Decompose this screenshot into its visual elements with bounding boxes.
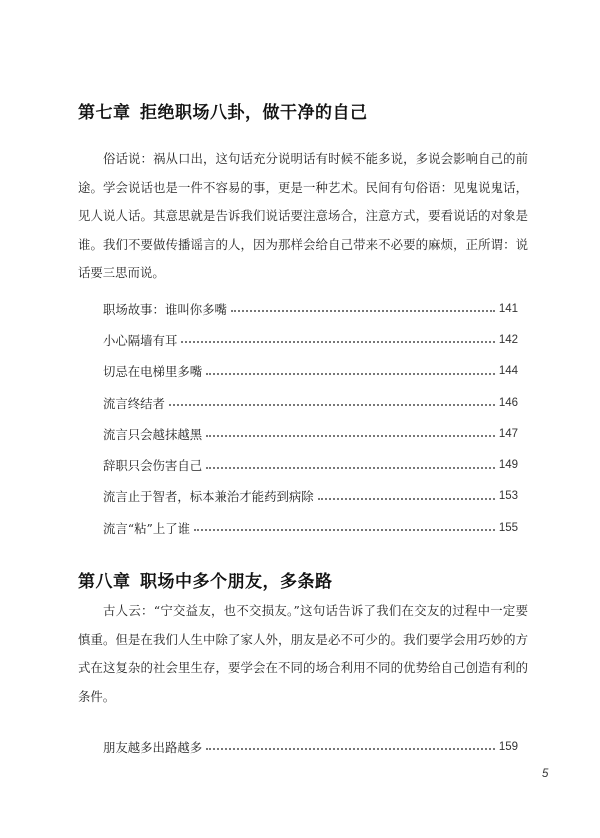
toc-entry[interactable] bbox=[103, 418, 518, 449]
toc-entry[interactable] bbox=[103, 481, 518, 512]
chapter-8-title: 职场中多个朋友，多条路 bbox=[140, 572, 333, 592]
toc-leader-dots bbox=[181, 340, 494, 343]
toc-entry[interactable] bbox=[103, 387, 518, 418]
toc-entry-title: 流言“粘”上了谁 bbox=[103, 520, 191, 536]
toc-entry-title: 辞职只会伤害自己 bbox=[103, 458, 203, 474]
toc-entry-page: 147 bbox=[498, 427, 518, 440]
toc-entry-page: 153 bbox=[498, 490, 518, 503]
toc-leader-dots bbox=[318, 497, 495, 500]
chapter-7-toc bbox=[103, 293, 518, 543]
toc-entry[interactable] bbox=[103, 731, 518, 762]
chapter-7-heading bbox=[78, 98, 368, 123]
toc-leader-dots bbox=[194, 528, 495, 531]
chapter-8-number: 第八章 bbox=[78, 572, 131, 592]
toc-entry-page: 144 bbox=[498, 365, 518, 378]
toc-entry[interactable] bbox=[103, 324, 518, 355]
toc-entry-page: 155 bbox=[498, 521, 518, 534]
toc-leader-dots bbox=[206, 372, 495, 375]
toc-leader-dots bbox=[206, 434, 495, 437]
toc-entry-title: 流言终结者 bbox=[103, 395, 165, 411]
toc-entry[interactable] bbox=[103, 449, 518, 480]
toc-entry-title: 职场故事：谁叫你多嘴 bbox=[103, 301, 227, 317]
toc-leader-dots bbox=[169, 403, 495, 406]
toc-entry-page: 159 bbox=[498, 740, 518, 753]
toc-entry[interactable] bbox=[103, 293, 518, 324]
chapter-8-toc bbox=[103, 731, 518, 762]
toc-entry-title: 切忌在电梯里多嘴 bbox=[103, 364, 203, 380]
chapter-7-intro: 俗话说：祸从口出，这句话充分说明话有时候不能多说，多说会影响自己的前途。学会说话也是一件不容易的事，更是一种艺术。民间有句俗语：见鬼说鬼话，见人说人话。其意思就是告诉我们说话要注意场合，注意方式，要看说话的对象是谁。我们不要做传播谣言的人，因为那样会给自己带来不必要的麻烦，正所谓：说话要三思而说。 bbox=[78, 151, 528, 280]
toc-leader-dots bbox=[206, 747, 495, 750]
toc-entry-title: 流言只会越抹越黑 bbox=[103, 426, 203, 442]
chapter-8-intro: 古人云：“宁交益友，也不交损友。”这句话告诉了我们在交友的过程中一定要慎重。但是在我们人生中除了家人外，朋友是必不可少的。我们要学会用巧妙的方式在这复杂的社会里生存，要学会在不同的场合利用不同的优势给自己创造有利的条件。 bbox=[78, 603, 528, 704]
chapter-7-number: 第七章 bbox=[78, 103, 131, 123]
toc-entry-title: 朋友越多出路越多 bbox=[103, 739, 203, 755]
toc-entry-page: 141 bbox=[498, 302, 518, 315]
toc-entry[interactable] bbox=[103, 356, 518, 387]
toc-entry-title: 小心隔墙有耳 bbox=[103, 332, 178, 348]
toc-entry[interactable] bbox=[103, 512, 518, 543]
toc-leader-dots bbox=[206, 466, 495, 469]
toc-entry-page: 146 bbox=[498, 396, 518, 409]
toc-entry-page: 149 bbox=[498, 459, 518, 472]
chapter-8-heading bbox=[78, 567, 333, 592]
toc-entry-title: 流言止于智者，标本兼治才能药到病除 bbox=[103, 489, 314, 505]
page-number: 5 bbox=[542, 768, 549, 780]
chapter-7-title: 拒绝职场八卦，做干净的自己 bbox=[140, 103, 368, 123]
toc-entry-page: 142 bbox=[498, 333, 518, 346]
toc-leader-dots bbox=[231, 309, 495, 312]
